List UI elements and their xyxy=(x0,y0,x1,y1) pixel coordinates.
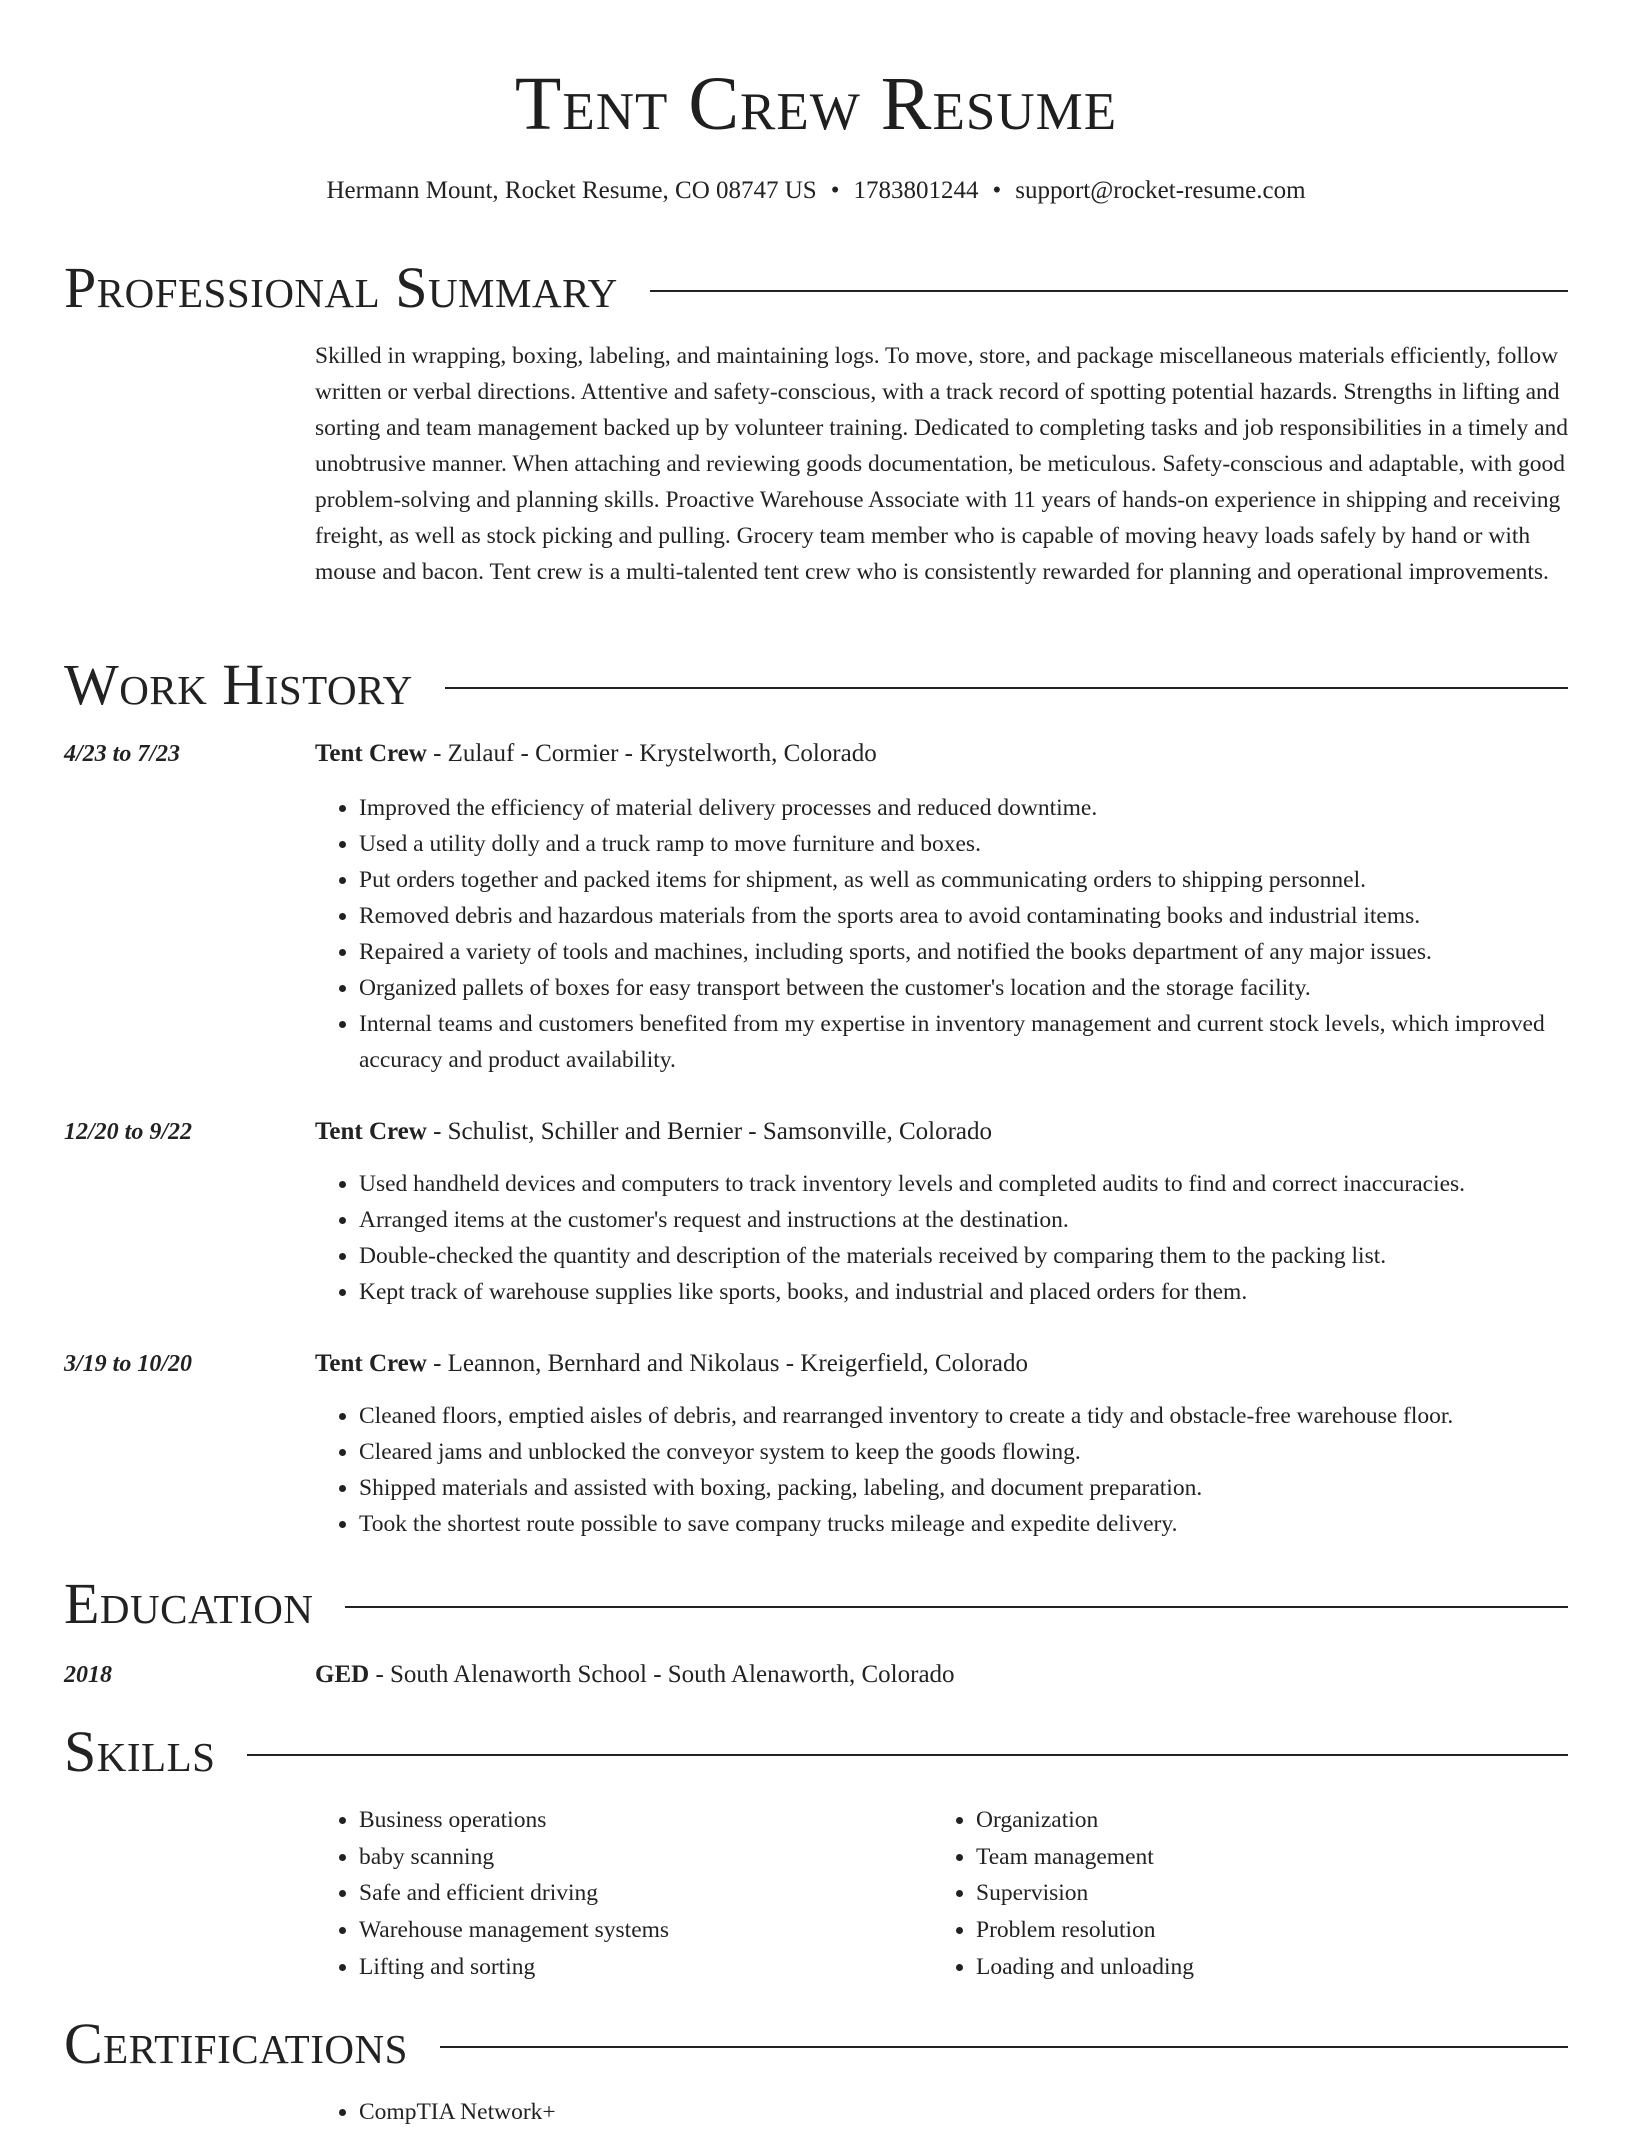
job-bullet: • Cleaned floors, emptied aisles of debris, and rearranged inventory to create a tidy and obstacle-free warehouse floor. xyxy=(359,1398,1612,1434)
section-divider xyxy=(650,290,1568,292)
job-date: 12/20 to 9/22 xyxy=(64,1119,193,1145)
job-role: Tent Crew xyxy=(315,740,427,767)
education-date: 2018 xyxy=(64,1662,112,1688)
job-bullet: • Cleared jams and unblocked the conveyor system to keep the goods flowing. xyxy=(359,1434,1612,1470)
certifications-section-header xyxy=(64,2012,1568,2076)
skill-item: • baby scanning xyxy=(359,1839,919,1876)
job-details: - Schulist, Schiller and Bernier - Samsonville, Colorado xyxy=(426,1118,992,1145)
job-bullet: • Used handheld devices and computers to track inventory levels and completed audits to find and correct inaccuracies. xyxy=(359,1166,1612,1202)
contact-separator: • xyxy=(992,177,1002,204)
job-bullet-list xyxy=(315,790,1612,1078)
skill-item: • Team management xyxy=(976,1839,1536,1876)
education-section-header xyxy=(64,1572,1568,1636)
skill-item: • Organization xyxy=(976,1802,1536,1839)
summary-text: Skilled in wrapping, boxing, labeling, and maintaining logs. To move, store, and package miscellaneous materials efficiently, follow written or verbal directions. Attentive and safety-conscious, with a track record of spotting potential hazards. Strengths in lifting and sorting and team management backed up by volunteer training. Dedicated to completing tasks and job responsibilities in a timely and unobtrusive manner. When attaching and reviewing goods documentation, be meticulous. Safety-conscious and adaptable, with good problem-solving and planning skills. Proactive Warehouse Associate with 11 years of hands-on experience in shipping and receiving freight, as well as stock picking and pulling. Grocery team member who is capable of moving heavy loads safely by hand or with mouse and bacon. Tent crew is a multi-talented tent crew who is consistently rewarded for planning and operational improvements. xyxy=(315,343,1569,585)
section-divider xyxy=(440,2046,1568,2048)
job-bullet-list xyxy=(315,1398,1612,1542)
job-role: Tent Crew xyxy=(315,1350,427,1377)
job-bullet: • Put orders together and packed items for shipment, as well as communicating orders to shipping personnel. xyxy=(359,862,1612,898)
skill-item: • Supervision xyxy=(976,1875,1536,1912)
contact-address: Hermann Mount, Rocket Resume, CO 08747 US xyxy=(326,177,817,204)
work-section-header xyxy=(64,653,1568,717)
contact-email: support@rocket-resume.com xyxy=(1015,177,1306,204)
job-heading xyxy=(315,736,1568,772)
section-divider xyxy=(445,687,1568,689)
certifications-list xyxy=(315,2094,1559,2131)
job-bullet: • Used a utility dolly and a truck ramp to move furniture and boxes. xyxy=(359,826,1612,862)
job-bullet: • Improved the efficiency of material delivery processes and reduced downtime. xyxy=(359,790,1612,826)
job-details: - Leannon, Bernhard and Nikolaus - Kreigerfield, Colorado xyxy=(426,1350,1029,1377)
job-bullet: • Repaired a variety of tools and machines, including sports, and notified the books department of any major issues. xyxy=(359,934,1612,970)
job-date: 3/19 to 10/20 xyxy=(64,1351,193,1377)
skills-section-header xyxy=(64,1720,1568,1784)
section-title-summary: Professional Summary xyxy=(64,255,618,320)
job-heading xyxy=(315,1114,1568,1150)
job-bullet: • Took the shortest route possible to save company trucks mileage and expedite delivery. xyxy=(359,1506,1612,1542)
skill-item: • Warehouse management systems xyxy=(359,1912,919,1949)
job-bullet: • Internal teams and customers benefited from my expertise in inventory management and current stock levels, which improved accuracy and product availability. xyxy=(359,1006,1612,1078)
section-divider xyxy=(247,1754,1568,1756)
skills-list-right xyxy=(932,1802,1536,1986)
section-title-work: Work History xyxy=(64,652,413,717)
job-bullet: • Arranged items at the customer's request and instructions at the destination. xyxy=(359,1202,1612,1238)
job-bullet: • Kept track of warehouse supplies like sports, books, and industrial and placed orders for them. xyxy=(359,1274,1612,1310)
job-role: Tent Crew xyxy=(315,1118,427,1145)
job-bullet: • Double-checked the quantity and description of the materials received by comparing them to the packing list. xyxy=(359,1238,1612,1274)
job-bullet: • Organized pallets of boxes for easy transport between the customer's location and the storage facility. xyxy=(359,970,1612,1006)
education-degree: GED xyxy=(315,1661,370,1688)
section-title-certifications: Certifications xyxy=(64,2011,408,2076)
job-heading xyxy=(315,1346,1568,1382)
section-divider xyxy=(345,1606,1568,1608)
skill-item: • Problem resolution xyxy=(976,1912,1536,1949)
education-details: - South Alenaworth School - South Alenaworth, Colorado xyxy=(369,1661,955,1688)
job-date: 4/23 to 7/23 xyxy=(64,741,181,767)
summary-section-header xyxy=(64,256,1568,320)
contact-separator: • xyxy=(830,177,840,204)
section-title-education: Education xyxy=(64,1571,314,1636)
resume-title: Tent Crew Resume xyxy=(514,62,1118,146)
job-bullet: • Shipped materials and assisted with boxing, packing, labeling, and document preparation. xyxy=(359,1470,1612,1506)
skills-list-left xyxy=(315,1802,919,1986)
section-title-skills: Skills xyxy=(64,1719,216,1784)
job-details: - Zulauf - Cormier - Krystelworth, Colorado xyxy=(426,740,877,767)
skill-item: • Safe and efficient driving xyxy=(359,1875,919,1912)
skill-item: • Lifting and sorting xyxy=(359,1949,919,1986)
skill-item: • Business operations xyxy=(359,1802,919,1839)
certification-item: • CompTIA Network+ xyxy=(359,2094,1559,2131)
contact-line xyxy=(0,174,1632,208)
education-heading xyxy=(315,1657,1568,1693)
job-bullet-list xyxy=(315,1166,1612,1310)
job-bullet: • Removed debris and hazardous materials from the sports area to avoid contaminating books and industrial items. xyxy=(359,898,1612,934)
contact-phone: 1783801244 xyxy=(853,177,979,204)
skill-item: • Loading and unloading xyxy=(976,1949,1536,1986)
